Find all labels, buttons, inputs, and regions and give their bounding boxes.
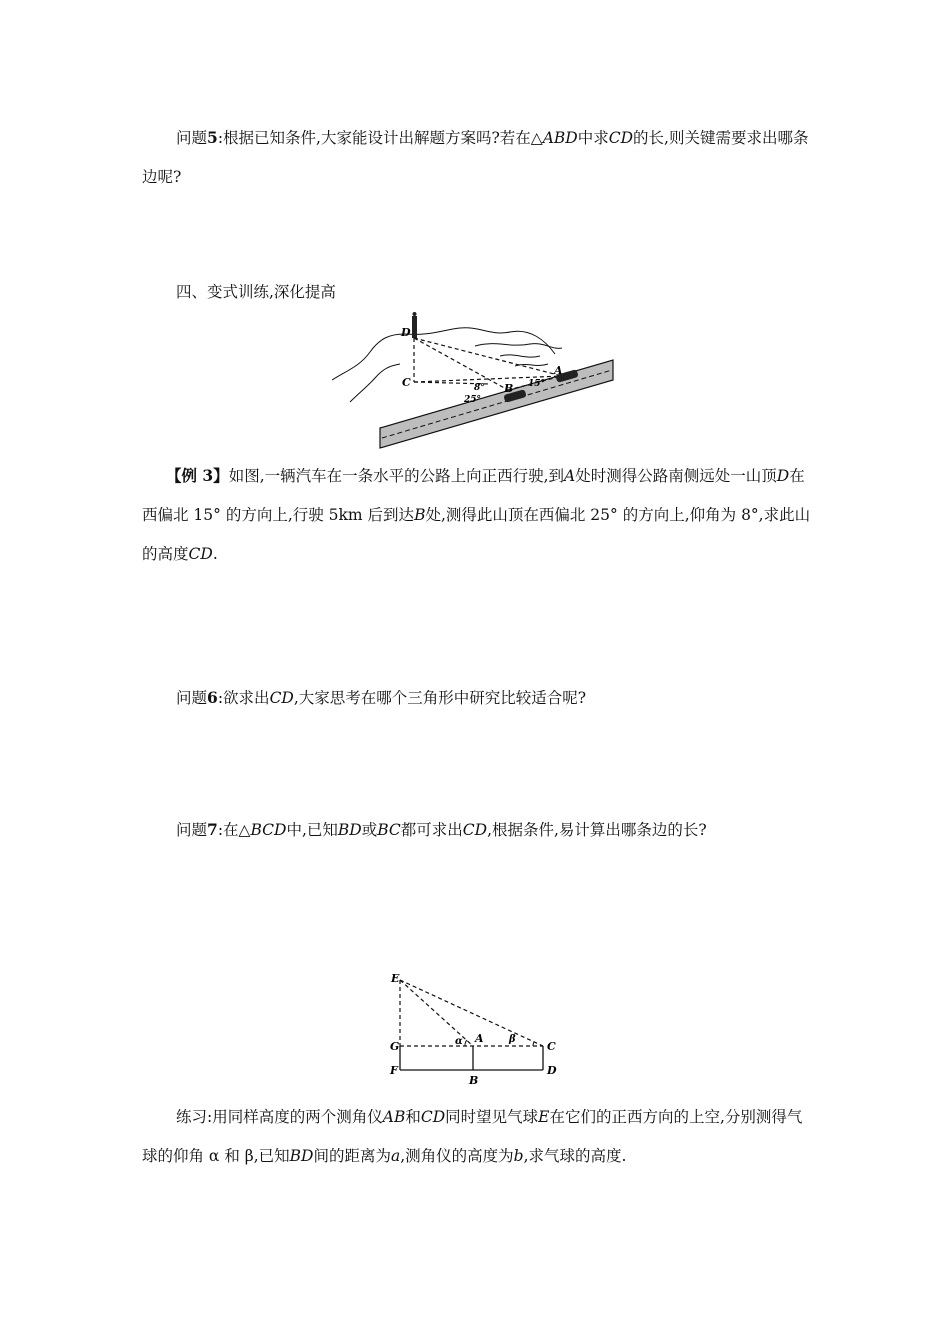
figure-mountain-road (330, 308, 620, 450)
label-f: F (390, 1064, 398, 1077)
label-b: B (469, 1074, 479, 1087)
label-b: B (504, 382, 514, 395)
label-25deg: 25° (464, 395, 482, 405)
section-heading: 四、变式训练,深化提高 (176, 283, 336, 301)
label-e: E (391, 972, 400, 985)
question-5: 问题5:根据已知条件,大家能设计出解题方案吗?若在△ABD中求CD的长,则关键需要求出哪条边呢? (142, 128, 809, 186)
line-ec (400, 980, 543, 1046)
angle-alpha-arc (465, 1040, 467, 1046)
label-a: A (475, 1032, 484, 1045)
example-3: 【例 3】如图,一辆汽车在一条水平的公路上向正西行驶,到A处时测得公路南侧远处一山顶D在西偏北 15° 的方向上,行驶 5km 后到达B处,测得此山顶在西偏北 25° 的方向上,仰角为 8°,求此山的高度CD. (142, 466, 811, 563)
label-d: D (547, 1064, 557, 1077)
figure-balloon (385, 968, 565, 1090)
label-a: A (554, 364, 563, 377)
label-g: G (390, 1040, 400, 1053)
tower-top (413, 312, 417, 316)
practice: 练习:用同样高度的两个测角仪AB和CD同时望见气球E在它们的正西方向的上空,分别测得气球的仰角 α 和 β,已知BD间的距离为a,测角仪的高度为b,求气球的高度. (142, 1108, 803, 1165)
hill-outline (475, 344, 562, 349)
hill-outline (332, 328, 555, 380)
hill-outline (515, 364, 548, 366)
label-d: D (401, 326, 411, 339)
label-15deg: 15° (528, 379, 546, 389)
label-alpha: α (455, 1036, 463, 1047)
example-tag: 【例 3】 (166, 466, 229, 485)
question-6: 问题6:欲求出CD,大家思考在哪个三角形中研究比较适合呢? (176, 688, 587, 707)
label-c: C (402, 376, 411, 389)
hill-outline (500, 355, 540, 357)
question-7: 问题7:在△BCD中,已知BD或BC都可求出CD,根据条件,易计算出哪条边的长? (176, 820, 707, 839)
road (380, 360, 613, 448)
hill-outline (350, 364, 400, 402)
tower (412, 316, 417, 338)
label-8deg: 8° (474, 383, 485, 393)
label-beta: β (509, 1034, 516, 1045)
label-c: C (547, 1040, 556, 1053)
